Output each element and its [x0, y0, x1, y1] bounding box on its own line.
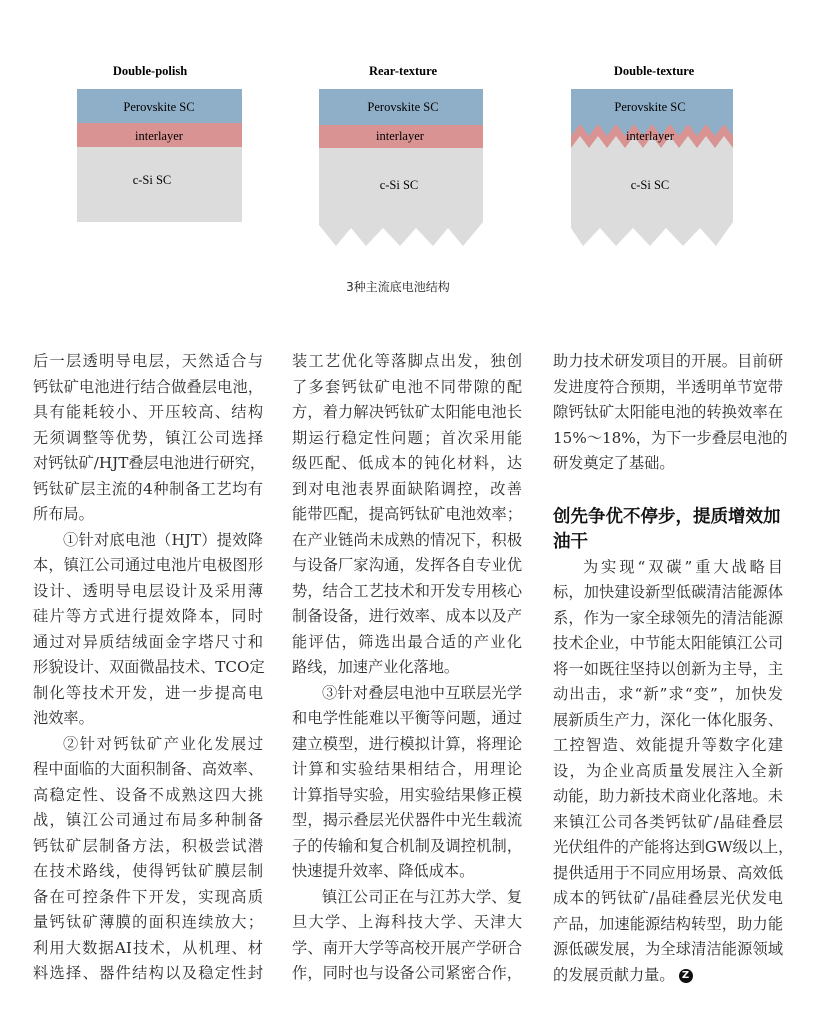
- text-column-1: [33, 349, 266, 987]
- text-line: 路线，加速产业化落地。: [292, 658, 460, 676]
- text-line: 能带匹配，提高钙钛矿电池效率；: [292, 505, 522, 523]
- text-line: 通过对异质结绒面金字塔尺寸和: [33, 632, 263, 651]
- text-line: 势，结合工艺技术和开发专用核心: [292, 581, 522, 600]
- text-line: 设，为企业高质量发展注入全新: [553, 761, 783, 780]
- text-line: 型，揭示叠层光伏器件中光生载流: [292, 811, 522, 829]
- text-line: 钙钛矿电池进行结合做叠层电池，: [33, 377, 263, 396]
- text-line: 学、南开大学等高校开展产学研合: [292, 938, 522, 957]
- text-line: 形貌设计、双面微晶技术、TCO定: [33, 658, 265, 676]
- text-line: 装工艺优化等落脚点出发，独创: [292, 352, 522, 370]
- text-line: 池效率。: [33, 709, 94, 727]
- interlayer-label: interlayer: [626, 129, 674, 143]
- section-gap: [553, 477, 783, 505]
- paragraph: [292, 681, 522, 885]
- text-line: 产品，加速能源结构转型，助力能: [553, 914, 783, 933]
- text-line: 和电学性能难以平衡等问题，通过: [292, 709, 522, 727]
- csi-textured-layer: [319, 148, 483, 246]
- panel-title: Rear-texture: [368, 64, 438, 78]
- text-line: 在技术路线，使得钙钛矿膜层制: [33, 862, 263, 880]
- text-line: 建立模型，进行模拟计算，将理论: [292, 734, 522, 753]
- text-line: 战，镇江公司通过布局多种制备: [33, 811, 263, 829]
- text-column-3: [553, 349, 794, 988]
- panel-title: Double-polish: [112, 64, 188, 78]
- structure-diagram: [0, 0, 816, 300]
- z-end-mark-icon: Z: [679, 969, 693, 983]
- text-line: 后一层透明导电层，天然适合与: [33, 352, 263, 370]
- text-line: 标，加快建设新型低碳清洁能源体: [553, 583, 783, 601]
- text-line: 备在可控条件下开发，实现高质: [33, 887, 263, 906]
- text-line: ①针对底电池（HJT）提效降: [63, 530, 263, 549]
- section-heading: [553, 505, 783, 555]
- text-line: 成本的钙钛矿/晶硅叠层光伏发电: [553, 889, 783, 907]
- text-line: 制化等技术开发，进一步提高电: [33, 683, 263, 702]
- text-line: 料选择、器件结构以及稳定性封: [33, 964, 263, 982]
- text-line: 研发奠定了基础。: [553, 454, 675, 472]
- text-line: 计算和实验结果相结合，用理论: [292, 760, 522, 778]
- text-line: ③针对叠层电池中互联层光学: [322, 683, 522, 702]
- paragraph: [33, 349, 266, 528]
- perovskite-label: Perovskite SC: [367, 100, 439, 114]
- text-line: 钙钛矿层主流的4种制备工艺均有: [33, 479, 263, 498]
- paragraph: [33, 732, 263, 987]
- text-line: 提供适用于不同应用场景、高效低: [553, 863, 783, 882]
- text-line: 光伏组件的产能将达到GW级以上，: [553, 838, 794, 856]
- text-line: 将一如既往坚持以创新为主导，主: [553, 659, 783, 678]
- text-line: 对钙钛矿/HJT叠层电池进行研究，: [33, 454, 266, 472]
- csi-label: c-Si SC: [630, 178, 670, 192]
- text-line: 源低碳发展，为全球清洁能源领域: [553, 940, 783, 958]
- text-line: 量钙钛矿薄膜的面积连续放大；: [33, 913, 263, 931]
- paragraph: [553, 555, 794, 989]
- interlayer-label: interlayer: [376, 129, 424, 143]
- text-line: 了多套钙钛矿电池不同带隙的配: [292, 377, 522, 396]
- panel-double-polish: [77, 64, 242, 222]
- perovskite-label: Perovskite SC: [614, 100, 686, 114]
- text-line: 发进度符合预期，半透明单节宽带: [553, 377, 783, 396]
- text-line: 为实现“双碳”重大战略目: [583, 557, 783, 576]
- text-line: 硅片等方式进行提效降本，同时: [33, 607, 263, 625]
- text-line: 助力技术研发项目的开展。目前研: [553, 352, 783, 370]
- text-column-2: [292, 349, 522, 987]
- text-line: 隙钙钛矿太阳能电池的转换效率在: [553, 403, 783, 421]
- text-line: 镇江公司正在与江苏大学、复: [322, 887, 522, 906]
- text-line: 旦大学、上海科技大学、天津大: [292, 913, 522, 931]
- solar-cell-structure-figure: [0, 0, 816, 310]
- text-line: 的发展贡献力量。: [553, 965, 675, 984]
- paragraph: [292, 349, 522, 681]
- text-line: 动能，助力新技术商业化落地。未: [553, 787, 783, 805]
- paragraph: [292, 885, 522, 987]
- text-line: 利用大数据AI技术，从机理、材: [33, 938, 263, 957]
- text-line: 期运行稳定性问题；首次采用能: [292, 428, 522, 447]
- text-line: 动出击，求“新”求“变”，加快发: [553, 685, 783, 703]
- panel-double-texture: [571, 64, 733, 246]
- text-line: 作，同时也与设备公司紧密合作，: [292, 964, 522, 982]
- paragraph: [553, 349, 788, 477]
- text-line: 来镇江公司各类钙钛矿/晶硅叠层: [553, 812, 783, 831]
- perovskite-label: Perovskite SC: [123, 100, 195, 114]
- paragraph: [33, 528, 263, 732]
- text-line: 15%～18%，为下一步叠层电池的: [553, 428, 788, 447]
- heading-line: 油干: [553, 531, 588, 552]
- text-line: 设计、透明导电层设计及采用薄: [33, 581, 263, 600]
- text-line: 程中面临的大面积制备、高效率、: [33, 760, 263, 778]
- text-line: 本，镇江公司通过电池片电极图形: [33, 556, 263, 574]
- panel-rear-texture: [319, 64, 483, 246]
- interlayer-label: interlayer: [135, 129, 183, 143]
- csi-label: c-Si SC: [132, 173, 172, 187]
- text-line: 展新质生产力，深化一体化服务、: [553, 710, 783, 729]
- text-line: 高稳定性、设备不成熟这四大挑: [33, 785, 263, 804]
- text-line: 所布局。: [33, 505, 94, 523]
- heading-line: 创先争优不停步，提质增效加: [553, 506, 781, 527]
- text-line: 技术企业，中节能太阳能镇江公司: [553, 634, 783, 652]
- text-line: 系，作为一家全球领先的清洁能源: [553, 608, 783, 627]
- csi-label: c-Si SC: [379, 178, 419, 192]
- figure-caption: 3种主流底电池结构: [346, 280, 450, 294]
- text-line: 方，着力解决钙钛矿太阳能电池长: [292, 403, 522, 421]
- text-line: 能评估，筛选出最合适的产业化: [292, 632, 522, 651]
- text-line: 到对电池表界面缺陷调控，改善: [292, 479, 522, 498]
- text-line: 在产业链尚未成熟的情况下，积极: [292, 530, 522, 549]
- text-line: 与设备厂家沟通，发挥各自专业优: [292, 556, 522, 574]
- text-line: ②针对钙钛矿产业化发展过: [63, 734, 263, 753]
- text-line: 无须调整等优势，镇江公司选择: [33, 428, 263, 447]
- text-line: 快速提升效率、降低成本。: [292, 862, 475, 880]
- text-line: 工控智造、效能提升等数字化建: [553, 736, 783, 754]
- text-line: 钙钛矿层制备方法，积极尝试潜: [33, 836, 263, 855]
- text-line: 子的传输和复合机制及调控机制，: [292, 836, 522, 855]
- text-line: 级匹配、低成本的钝化材料，达: [292, 454, 522, 472]
- text-line: 制备设备，进行效率、成本以及产: [292, 607, 522, 625]
- panel-title: Double-texture: [613, 64, 695, 78]
- text-line: 具有能耗较小、开压较高、结构: [33, 403, 263, 421]
- text-line: 计算指导实验，用实验结果修正模: [292, 785, 522, 804]
